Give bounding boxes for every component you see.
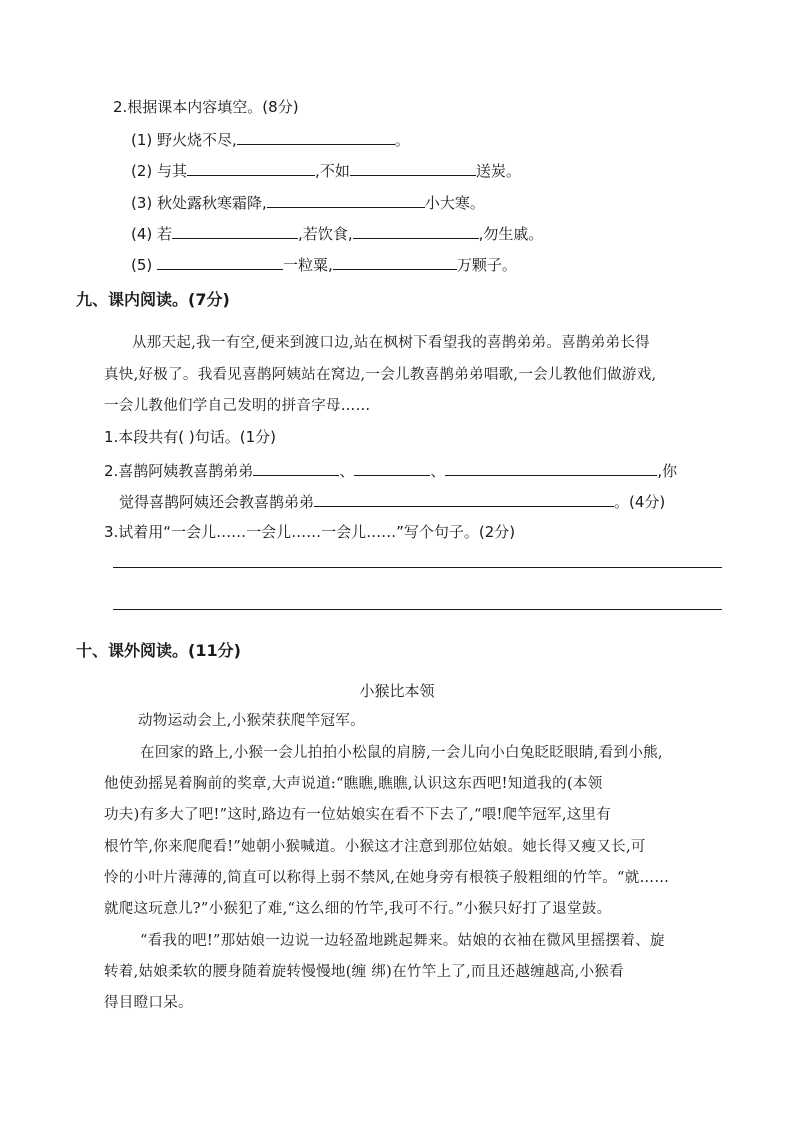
separator: 、 bbox=[339, 462, 355, 480]
answer-blank[interactable] bbox=[314, 490, 614, 507]
answer-blank[interactable] bbox=[267, 191, 425, 208]
answer-blank[interactable] bbox=[157, 253, 283, 270]
item-number: (3) bbox=[131, 194, 153, 212]
section-9-title: 九、课内阅读。(7分) bbox=[76, 290, 230, 309]
prompt-text: 。 bbox=[394, 131, 410, 149]
prompt-text: 送炭。 bbox=[475, 162, 521, 180]
answer-blank[interactable] bbox=[445, 459, 657, 476]
story-line: 得目瞪口呆。 bbox=[104, 995, 193, 1011]
fill-line-5 bbox=[131, 253, 517, 275]
story-line: 功夫)有多大了吧!”这时,路边有一位姑娘实在看不下去了,“喂!爬竿冠军,这里有 bbox=[104, 807, 612, 823]
answer-blank[interactable] bbox=[237, 128, 395, 145]
item-number: (1) bbox=[131, 131, 153, 149]
prompt-text: 一粒粟, bbox=[283, 256, 333, 274]
answer-blank[interactable] bbox=[172, 222, 298, 239]
prompt-text: 万颗子。 bbox=[456, 256, 517, 274]
q2-title: 2.根据课本内容填空。(8分) bbox=[113, 98, 299, 116]
fill-line-2 bbox=[131, 159, 521, 181]
passage-line: 真快,好极了。我看见喜鹊阿姨站在窝边,一会儿教喜鹊弟弟唱歌,一会儿教他们做游戏, bbox=[104, 367, 657, 383]
story-line: 动物运动会上,小猴荣获爬竿冠军。 bbox=[138, 713, 365, 729]
prompt-text: 野火烧不尽, bbox=[157, 131, 237, 149]
passage-line: 从那天起,我一有空,便来到渡口边,站在枫树下看望我的喜鹊弟弟。喜鹊弟弟长得 bbox=[132, 335, 650, 351]
prompt-text: ,若饮食, bbox=[298, 225, 353, 243]
answer-blank[interactable] bbox=[353, 222, 479, 239]
story-line: 怜的小叶片薄薄的,简直可以称得上弱不禁风,在她身旁有根筷子般粗细的竹竿。“就…… bbox=[104, 870, 670, 886]
story-line: 他使劲摇晃着胸前的奖章,大声说道:“瞧瞧,瞧瞧,认识这东西吧!知道我的(本领 bbox=[104, 776, 603, 792]
s9-question-3: 3.试着用“一会儿……一会儿……一会儿……”写个句子。(2分) bbox=[104, 523, 516, 541]
passage-line: 一会儿教他们学自己发明的拼音字母…… bbox=[104, 398, 371, 414]
prompt-text: 若 bbox=[157, 225, 173, 243]
separator: 、 bbox=[430, 462, 446, 480]
story-line: “看我的吧!”那姑娘一边说一边轻盈地跳起舞来。姑娘的衣袖在微风里摇摆着、旋 bbox=[140, 933, 665, 949]
fill-line-3 bbox=[131, 191, 485, 213]
prompt-text: ,你 bbox=[657, 462, 678, 480]
section-10-title: 十、课外阅读。(11分) bbox=[76, 641, 241, 660]
item-number: (5) bbox=[131, 256, 153, 274]
story-line: 在回家的路上,小猴一会儿拍拍小松鼠的肩膀,一会儿向小白兔眨眨眼睛,看到小熊, bbox=[140, 745, 663, 761]
fill-line-1 bbox=[131, 128, 410, 150]
prompt-text: 2.喜鹊阿姨教喜鹊弟弟 bbox=[104, 462, 254, 480]
s9-question-2-line-1 bbox=[104, 459, 677, 481]
answer-blank[interactable] bbox=[354, 459, 430, 476]
prompt-text: ,勿生戚。 bbox=[478, 225, 544, 243]
answer-line[interactable] bbox=[113, 567, 722, 568]
prompt-text: 。(4分) bbox=[614, 493, 666, 511]
prompt-text: 小大寒。 bbox=[424, 194, 485, 212]
answer-blank[interactable] bbox=[350, 159, 476, 176]
item-number: (2) bbox=[131, 162, 153, 180]
answer-line[interactable] bbox=[113, 609, 722, 610]
story-title: 小猴比本领 bbox=[359, 682, 435, 700]
story-line: 转着,姑娘柔软的腰身随着旋转慢慢地(缠 绑)在竹竿上了,而且还越缠越高,小猴看 bbox=[104, 964, 624, 980]
prompt-text: 觉得喜鹊阿姨还会教喜鹊弟弟 bbox=[119, 493, 315, 511]
s9-question-1: 1.本段共有( )句话。(1分) bbox=[104, 428, 277, 446]
item-number: (4) bbox=[131, 225, 153, 243]
prompt-text: ,不如 bbox=[315, 162, 350, 180]
answer-blank[interactable] bbox=[253, 459, 339, 476]
s9-question-2-line-2 bbox=[119, 490, 665, 512]
prompt-text: 秋处露秋寒霜降, bbox=[157, 194, 267, 212]
answer-blank[interactable] bbox=[187, 159, 315, 176]
prompt-text: 与其 bbox=[157, 162, 188, 180]
answer-blank[interactable] bbox=[333, 253, 457, 270]
story-line: 根竹竿,你来爬爬看!”她朝小猴喊道。小猴这才注意到那位姑娘。她长得又瘦又长,可 bbox=[104, 839, 646, 855]
fill-line-4 bbox=[131, 222, 543, 244]
story-line: 就爬这玩意儿?”小猴犯了难,“这么细的竹竿,我可不行。”小猴只好打了退堂鼓。 bbox=[104, 901, 612, 917]
